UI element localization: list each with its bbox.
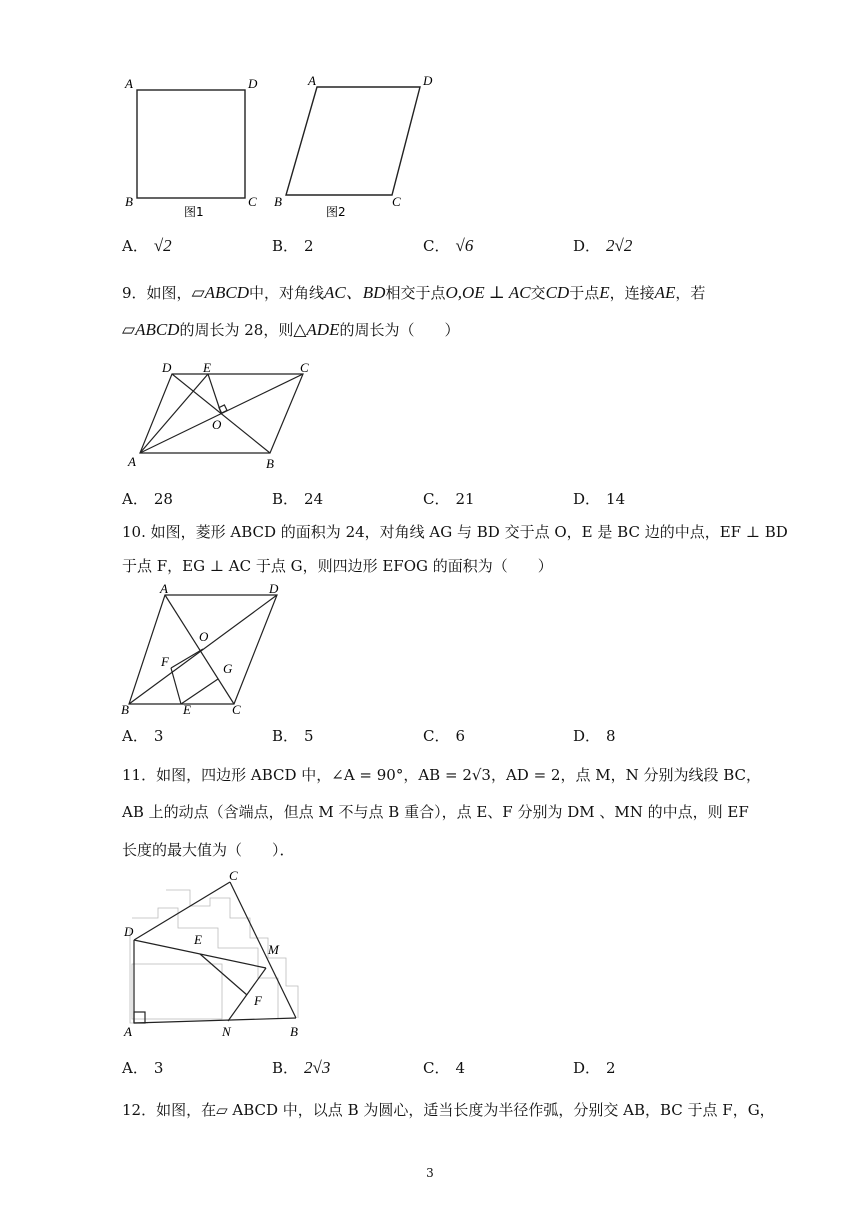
q9-stem-line2: ▱ABCD的周长为 28，则△ADE的周长为（ ） bbox=[122, 320, 460, 339]
fig2-label-a: A bbox=[308, 73, 316, 88]
fig2-label-b: B bbox=[274, 194, 282, 209]
q10-label-o: O bbox=[199, 629, 209, 644]
fig2-label-d: D bbox=[423, 73, 433, 88]
q11-label-a: A bbox=[124, 1024, 132, 1039]
fig1-label-d: D bbox=[248, 76, 258, 91]
q10-label-g: G bbox=[223, 661, 233, 676]
q8-option-b: B． 2 bbox=[272, 237, 314, 255]
q10-option-d: D． 8 bbox=[573, 727, 616, 745]
q9-label-b: B bbox=[266, 456, 274, 471]
q10-stem-line1: 10. 如图，菱形 ABCD 的面积为 24，对角线 AG 与 BD 交于点 O，E 是 BC 边的中点，EF ⊥ BD bbox=[122, 523, 788, 541]
q10-stem-line2: 于点 F，EG ⊥ AC 于点 G，则四边形 EFOG 的面积为（ ） bbox=[122, 557, 553, 575]
q11-option-c: C． 4 bbox=[423, 1059, 466, 1077]
q10-label-a: A bbox=[160, 582, 168, 596]
q10-label-b: B bbox=[121, 702, 129, 717]
q12-stem-line1: 12．如图，在▱ ABCD 中，以点 B 为圆心，适当长度为半径作弧，分别交 AB，BC 于点 F，G， bbox=[122, 1101, 775, 1119]
q8-figures bbox=[110, 68, 450, 223]
q10-option-a: A． 3 bbox=[122, 727, 164, 745]
q11-option-d: D． 2 bbox=[573, 1059, 616, 1077]
q9-label-c: C bbox=[300, 360, 309, 375]
q9-option-b: B． 24 bbox=[272, 490, 324, 508]
q11-option-a: A． 3 bbox=[122, 1059, 164, 1077]
q8-option-a: A． √2 bbox=[122, 236, 172, 255]
q9-label-o: O bbox=[212, 417, 222, 432]
q9-option-a: A． 28 bbox=[122, 490, 173, 508]
q10-option-b: B． 5 bbox=[272, 727, 314, 745]
q10-label-c: C bbox=[232, 702, 241, 717]
q10-figure bbox=[115, 582, 295, 717]
q11-stem-line3: 长度的最大值为（ ）． bbox=[122, 841, 295, 859]
q9-label-e: E bbox=[203, 360, 211, 375]
q11-label-d: D bbox=[124, 924, 134, 939]
q9-option-d: D． 14 bbox=[573, 490, 626, 508]
q11-stem-line1: 11．如图，四边形 ABCD 中，∠A = 90°，AB = 2√3，AD = 2，点 M，N 分别为线段 BC， bbox=[122, 766, 762, 784]
q9-label-a: A bbox=[128, 454, 136, 469]
q9-stem-line1: 9．如图，▱ABCD中，对角线AC、BD相交于点O,OE ⊥ AC交CD于点E，连接AE，若 bbox=[122, 283, 706, 302]
q10-label-d: D bbox=[269, 582, 279, 596]
q10-option-c: C． 6 bbox=[423, 727, 466, 745]
q8-option-c: C． √6 bbox=[423, 236, 474, 255]
q11-label-b: B bbox=[290, 1024, 298, 1039]
fig2-label-c: C bbox=[392, 194, 401, 209]
fig1-label-a: A bbox=[125, 76, 133, 91]
q10-label-f: F bbox=[161, 654, 169, 669]
page-number: 3 bbox=[426, 1166, 434, 1180]
q10-label-e: E bbox=[183, 702, 191, 717]
rhombus-figure-2 bbox=[286, 87, 420, 195]
q11-figure bbox=[118, 868, 318, 1040]
q9-option-c: C． 21 bbox=[423, 490, 475, 508]
fig2-caption: 图2 bbox=[326, 205, 346, 219]
q8-option-d: D． 2√2 bbox=[573, 236, 633, 255]
q11-label-e: E bbox=[194, 932, 202, 947]
q11-label-f: F bbox=[254, 993, 262, 1008]
q11-label-n: N bbox=[222, 1024, 231, 1039]
q11-option-b: B． 2√3 bbox=[272, 1058, 331, 1077]
fig1-label-c: C bbox=[248, 194, 257, 209]
square-figure-1 bbox=[137, 90, 245, 198]
fig1-caption: 图1 bbox=[184, 205, 204, 219]
q11-label-m: M bbox=[268, 942, 279, 957]
q9-label-d: D bbox=[162, 360, 172, 375]
q11-stem-line2: AB 上的动点（含端点，但点 M 不与点 B 重合），点 E、F 分别为 DM 、MN 的中点，则 EF bbox=[122, 803, 749, 821]
q9-figure bbox=[120, 358, 320, 473]
fig1-label-b: B bbox=[125, 194, 133, 209]
q11-label-c: C bbox=[229, 868, 238, 883]
